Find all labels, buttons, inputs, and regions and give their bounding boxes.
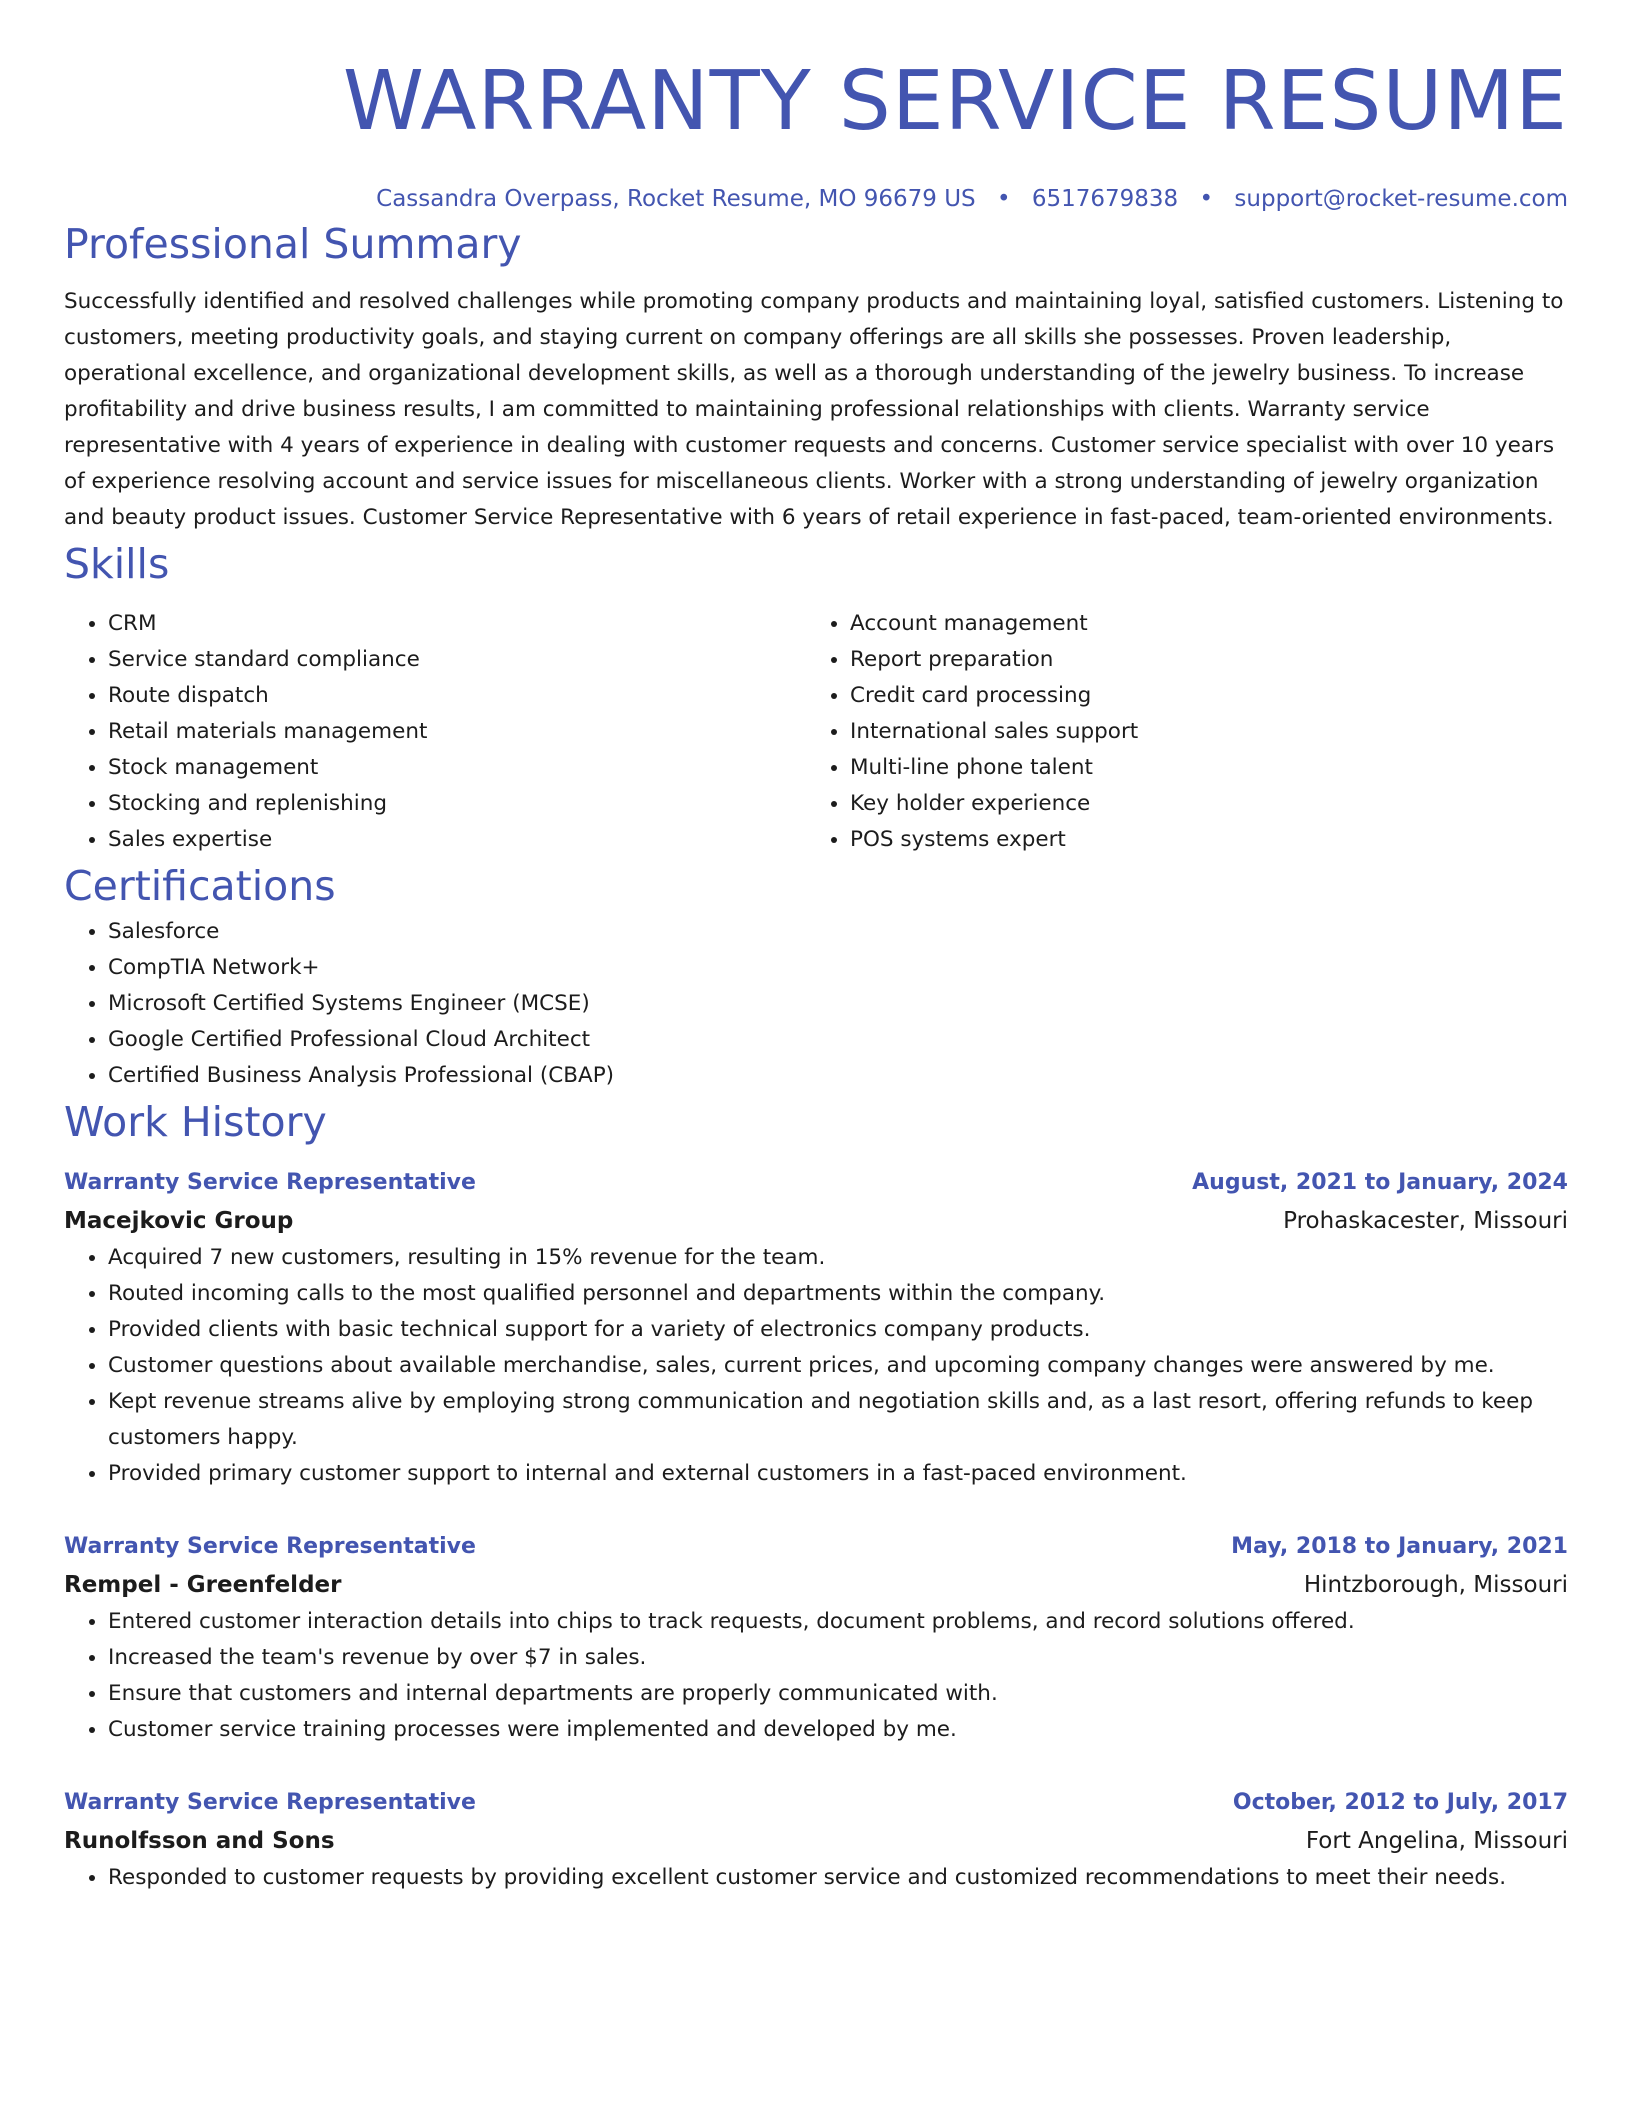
job-company: Runolfsson and Sons	[64, 1828, 335, 1854]
job-entry	[64, 1164, 1568, 1492]
job-company-row	[64, 1566, 1568, 1604]
skills-list-left	[64, 606, 806, 858]
skills-grid	[64, 606, 1568, 858]
job-company: Macejkovic Group	[64, 1208, 294, 1234]
contact-email[interactable]: support@rocket-resume.com	[1234, 186, 1568, 212]
job-bullet: • Increased the team's revenue by over $7 in sales.	[108, 1640, 1568, 1676]
skill-item: • Service standard compliance	[108, 642, 806, 678]
skills-heading: Skills	[64, 540, 170, 588]
certification-item: • Microsoft Certified Systems Engineer (MCSE)	[108, 986, 1568, 1022]
skill-item: • Stocking and replenishing	[108, 786, 806, 822]
job-title-row	[64, 1528, 1568, 1566]
job-bullet-list	[64, 1860, 1568, 1896]
contact-separator: •	[996, 186, 1011, 212]
job-company-row	[64, 1202, 1568, 1240]
job-location: Prohaskacester, Missouri	[1283, 1208, 1568, 1234]
certification-item: • Certified Business Analysis Professional (CBAP)	[108, 1058, 1568, 1094]
contact-line	[64, 182, 1568, 216]
job-dates: May, 2018 to January, 2021	[1231, 1534, 1568, 1559]
certifications-list	[64, 914, 1568, 1094]
skill-item: • Retail materials management	[108, 714, 806, 750]
job-title: Warranty Service Representative	[64, 1534, 476, 1559]
job-title-row	[64, 1164, 1568, 1202]
skill-item: • Multi-line phone talent	[850, 750, 1548, 786]
job-dates: August, 2021 to January, 2024	[1192, 1170, 1568, 1195]
contact-separator: •	[1199, 186, 1214, 212]
job-bullet: • Responded to customer requests by providing excellent customer service and customized recommendations to meet their needs.	[108, 1860, 1568, 1896]
skill-item: • Report preparation	[850, 642, 1548, 678]
job-dates: October, 2012 to July, 2017	[1232, 1790, 1568, 1815]
job-bullet: • Routed incoming calls to the most qualified personnel and departments within the company.	[108, 1276, 1568, 1312]
skill-item: • Route dispatch	[108, 678, 806, 714]
resume-title: WARRANTY SERVICE RESUME	[342, 54, 1568, 149]
job-bullet: • Customer questions about available merchandise, sales, current prices, and upcoming company changes were answered by me.	[108, 1348, 1568, 1384]
skill-item: • International sales support	[850, 714, 1548, 750]
skills-column-left	[64, 606, 806, 858]
certifications-heading: Certifications	[64, 862, 336, 910]
skills-list-right	[806, 606, 1548, 858]
job-entry	[64, 1784, 1568, 1896]
job-title-row	[64, 1784, 1568, 1822]
job-company: Rempel - Greenfelder	[64, 1572, 342, 1598]
job-company-row	[64, 1822, 1568, 1860]
job-title: Warranty Service Representative	[64, 1170, 476, 1195]
contact-phone: 6517679838	[1031, 186, 1179, 212]
summary-text: Successfully identified and resolved challenges while promoting company products and maintaining loyal, satisfied customers. Listening to customers, meeting productivity goals, and staying current on company offerings are all skills she possesses. Proven leadership, operational excellence, and organizational development skills, as well as a thorough understanding of the jewelry business. To increase profitability and drive business results, I am committed to maintaining professional relationships with clients. Warranty service representative with 4 years of experience in dealing with customer requests and concerns. Customer service specialist with over 10 years of experience resolving account and service issues for miscellaneous clients. Worker with a strong understanding of jewelry organization and beauty product issues. Customer Service Representative with 6 years of retail experience in fast-paced, team-oriented environments.	[64, 289, 1564, 530]
contact-address: Cassandra Overpass, Rocket Resume, MO 96679 US	[376, 186, 976, 212]
skill-item: • Account management	[850, 606, 1548, 642]
job-bullet: • Provided clients with basic technical support for a variety of electronics company products.	[108, 1312, 1568, 1348]
skill-item: • Key holder experience	[850, 786, 1548, 822]
job-bullet: • Acquired 7 new customers, resulting in 15% revenue for the team.	[108, 1240, 1568, 1276]
job-bullet: • Kept revenue streams alive by employing strong communication and negotiation skills and, as a last resort, offering refunds to keep customers happy.	[108, 1384, 1568, 1456]
resume-header	[64, 0, 1568, 216]
resume-page	[64, 0, 1568, 1896]
skill-item: • Credit card processing	[850, 678, 1548, 714]
certification-item: • Google Certified Professional Cloud Architect	[108, 1022, 1568, 1058]
job-bullet: • Entered customer interaction details into chips to track requests, document problems, and record solutions offered.	[108, 1604, 1568, 1640]
job-bullet: • Customer service training processes were implemented and developed by me.	[108, 1712, 1568, 1748]
job-location: Fort Angelina, Missouri	[1305, 1828, 1568, 1854]
skill-item: • Sales expertise	[108, 822, 806, 858]
certification-item: • Salesforce	[108, 914, 1568, 950]
skill-item: • CRM	[108, 606, 806, 642]
certification-item: • CompTIA Network+	[108, 950, 1568, 986]
job-location: Hintzborough, Missouri	[1303, 1572, 1568, 1598]
skills-column-right	[806, 606, 1548, 858]
work-history-heading: Work History	[64, 1098, 327, 1146]
summary-heading: Professional Summary	[64, 220, 522, 268]
job-bullet-list	[64, 1604, 1568, 1748]
job-bullet: • Provided primary customer support to internal and external customers in a fast-paced environment.	[108, 1456, 1568, 1492]
job-bullet-list	[64, 1240, 1568, 1492]
job-bullet: • Ensure that customers and internal departments are properly communicated with.	[108, 1676, 1568, 1712]
skill-item: • POS systems expert	[850, 822, 1548, 858]
skill-item: • Stock management	[108, 750, 806, 786]
job-title: Warranty Service Representative	[64, 1790, 476, 1815]
job-entry	[64, 1528, 1568, 1748]
